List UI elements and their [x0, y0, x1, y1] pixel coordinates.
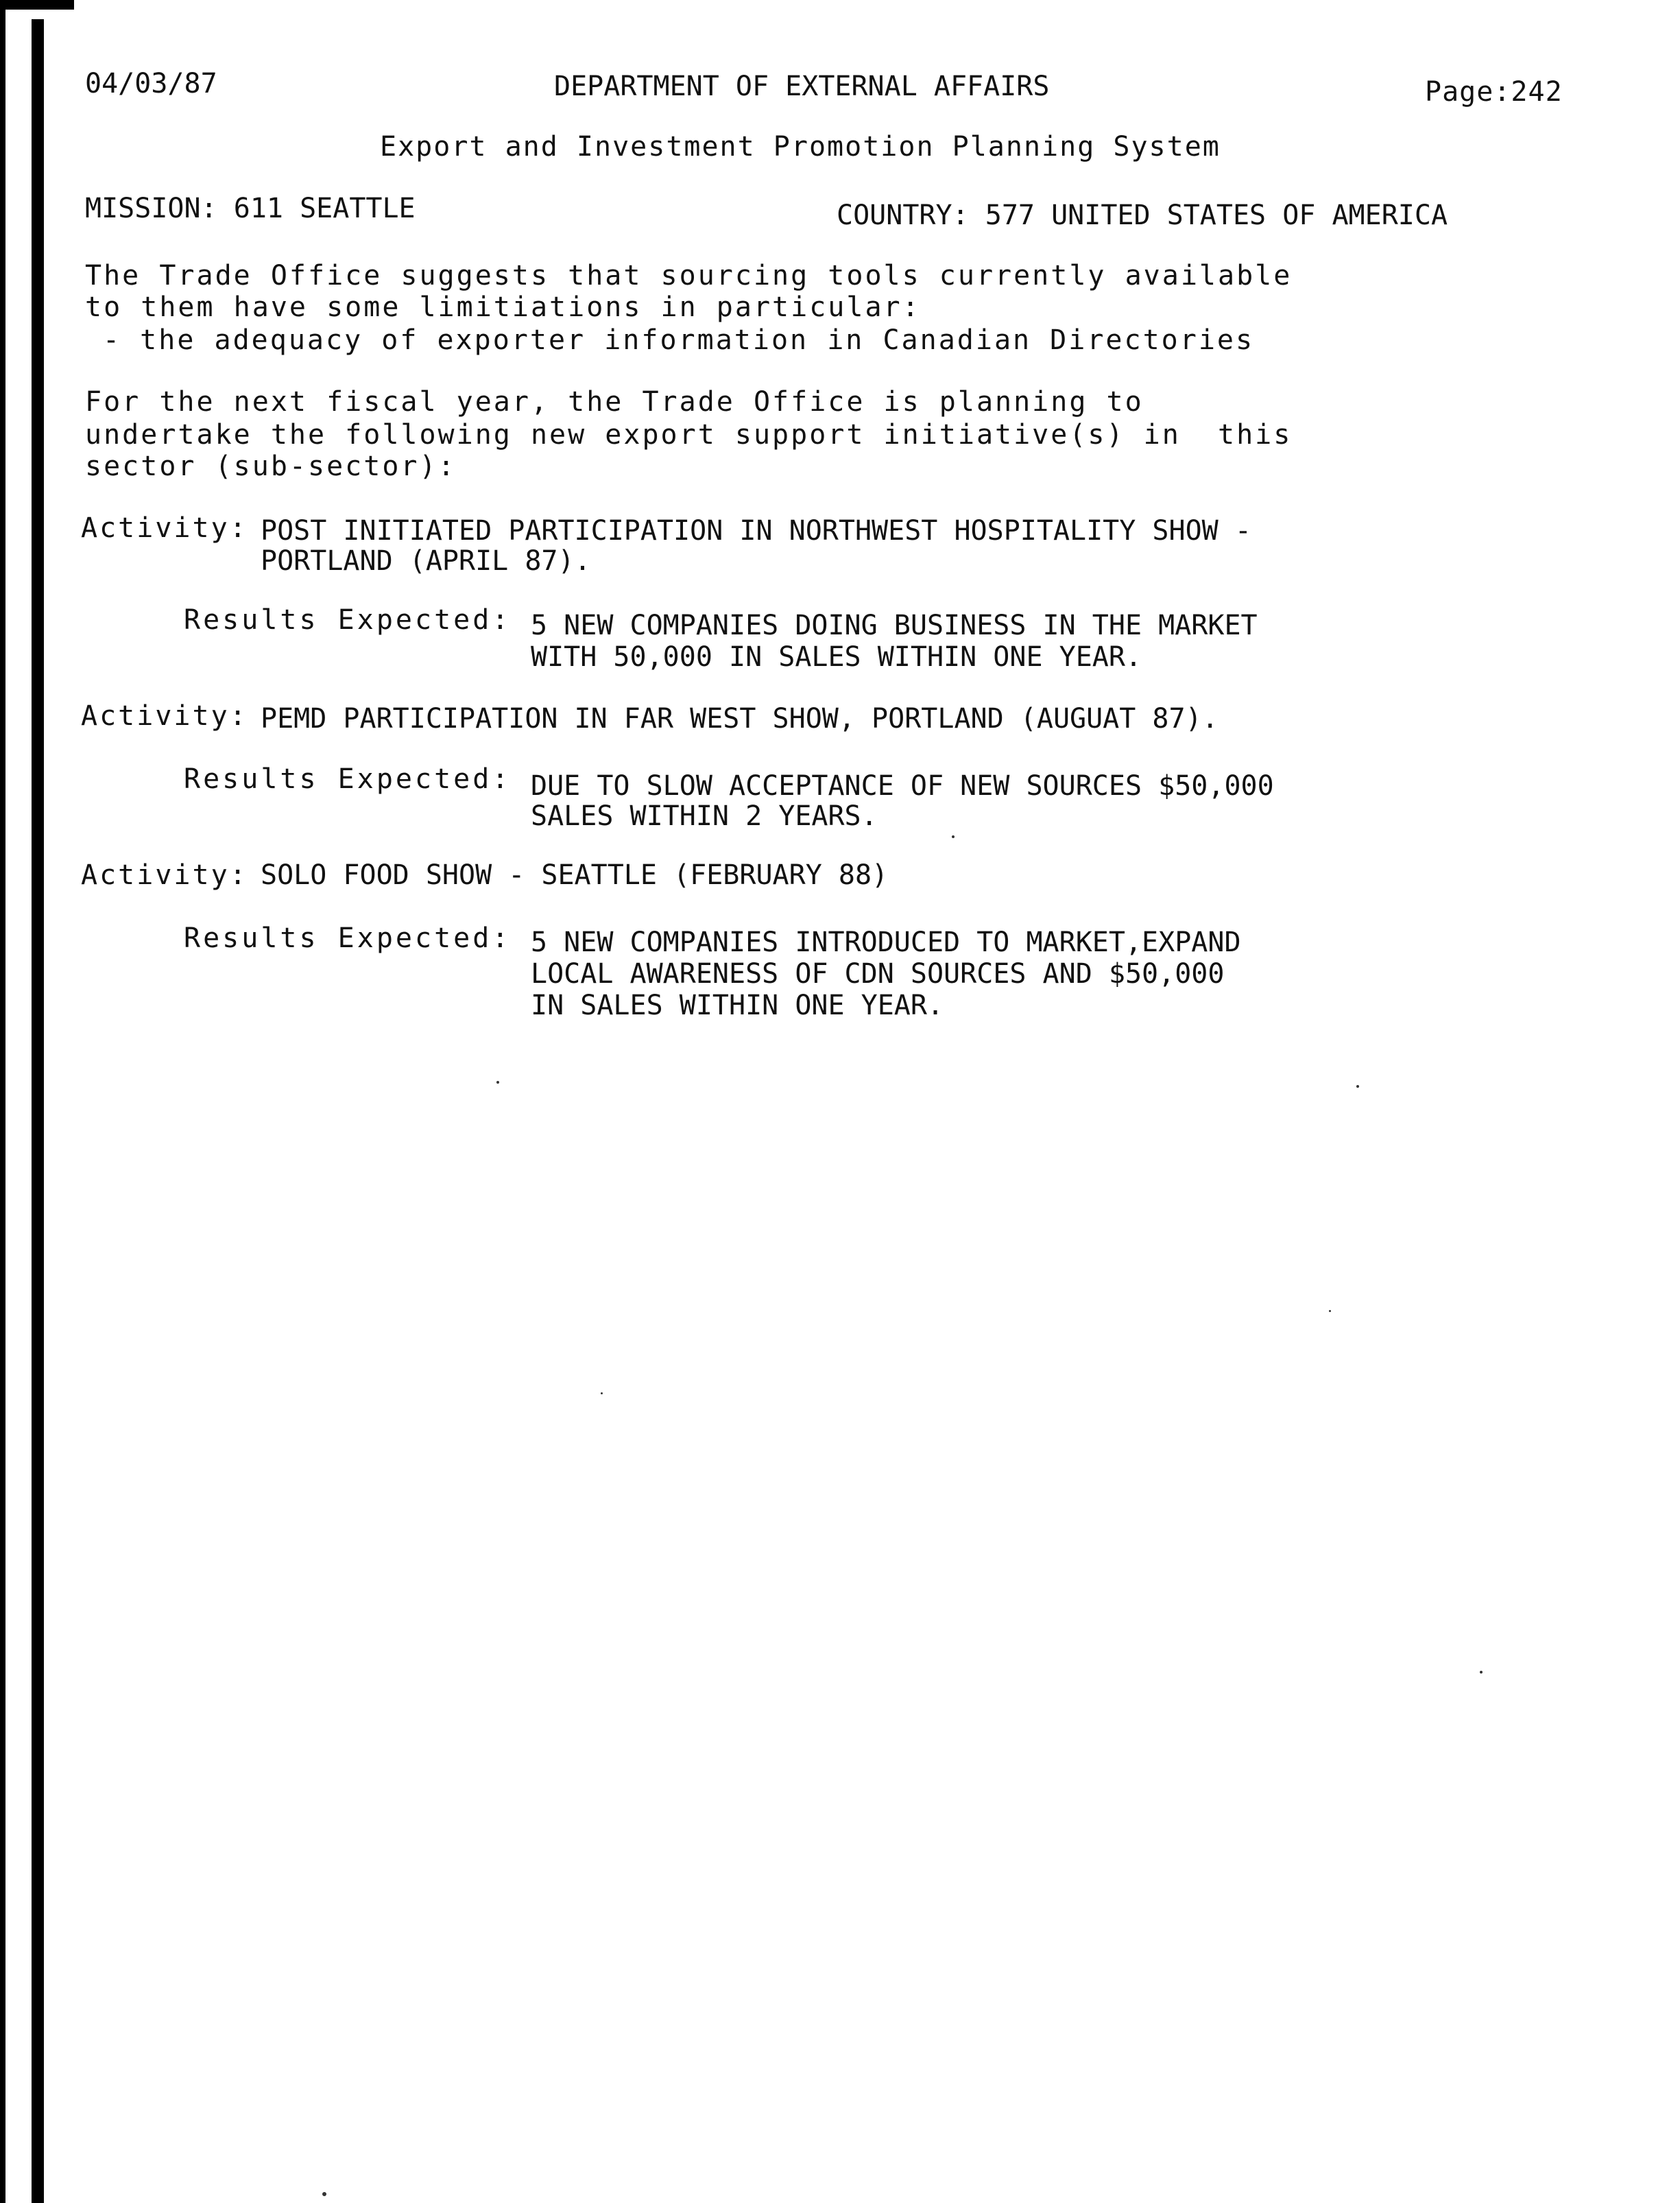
scan-speck — [601, 1392, 603, 1394]
paragraph-line: The Trade Office suggests that sourcing tools currently available — [85, 260, 1293, 291]
paragraph-line: undertake the following new export support initiative(s) in this — [85, 419, 1293, 451]
results-expected-label: Results Expected: — [184, 763, 512, 795]
binding-hook — [5, 0, 74, 27]
results-expected-text: 5 NEW COMPANIES DOING BUSINESS IN THE MARKET — [531, 610, 1258, 641]
binding-edge — [0, 0, 5, 2203]
page-number: Page:242 — [1425, 76, 1563, 108]
results-expected-text: IN SALES WITHIN ONE YEAR. — [531, 990, 944, 1021]
department-name: DEPARTMENT OF EXTERNAL AFFAIRS — [554, 71, 1050, 102]
scan-speck — [1329, 1310, 1331, 1312]
paragraph-bullet: - the adequacy of exporter information in Canadian Directories — [103, 324, 1255, 356]
results-expected-text: 5 NEW COMPANIES INTRODUCED TO MARKET,EXPAND — [531, 927, 1241, 958]
results-expected-text: DUE TO SLOW ACCEPTANCE OF NEW SOURCES $50,000 — [531, 770, 1274, 802]
results-expected-label: Results Expected: — [184, 604, 512, 636]
scan-speck — [1480, 1671, 1483, 1674]
country-label: COUNTRY: 577 UNITED STATES OF AMERICA — [837, 200, 1448, 231]
scan-speck — [322, 2192, 326, 2196]
paragraph-line: For the next fiscal year, the Trade Office is planning to — [85, 386, 1144, 418]
activity-label: Activity: — [81, 700, 248, 732]
activity-label: Activity: — [81, 512, 248, 544]
results-expected-text: WITH 50,000 IN SALES WITHIN ONE YEAR. — [531, 641, 1142, 673]
results-expected-text: SALES WITHIN 2 YEARS. — [531, 800, 878, 832]
scan-speck — [496, 1081, 499, 1084]
results-expected-label: Results Expected: — [184, 922, 512, 954]
activity-text: SOLO FOOD SHOW - SEATTLE (FEBRUARY 88) — [261, 859, 889, 891]
activity-label: Activity: — [81, 859, 248, 891]
system-title: Export and Investment Promotion Planning System — [380, 131, 1221, 163]
binding-gap — [5, 27, 32, 2203]
results-expected-text: LOCAL AWARENESS OF CDN SOURCES AND $50,000 — [531, 958, 1225, 990]
binding-edge-inner — [32, 19, 44, 2203]
paragraph-line: sector (sub-sector): — [85, 451, 457, 482]
report-date: 04/03/87 — [85, 68, 217, 99]
scan-speck — [952, 835, 955, 838]
scan-speck — [1356, 1085, 1359, 1088]
mission-label: MISSION: 611 SEATTLE — [85, 193, 416, 224]
paragraph-line: to them have some limitiations in particular: — [85, 291, 921, 323]
activity-text: PORTLAND (APRIL 87). — [261, 545, 591, 577]
activity-text: PEMD PARTICIPATION IN FAR WEST SHOW, PORTLAND (AUGUAT 87). — [261, 703, 1219, 735]
activity-text: POST INITIATED PARTICIPATION IN NORTHWEST HOSPITALITY SHOW - — [261, 515, 1251, 547]
